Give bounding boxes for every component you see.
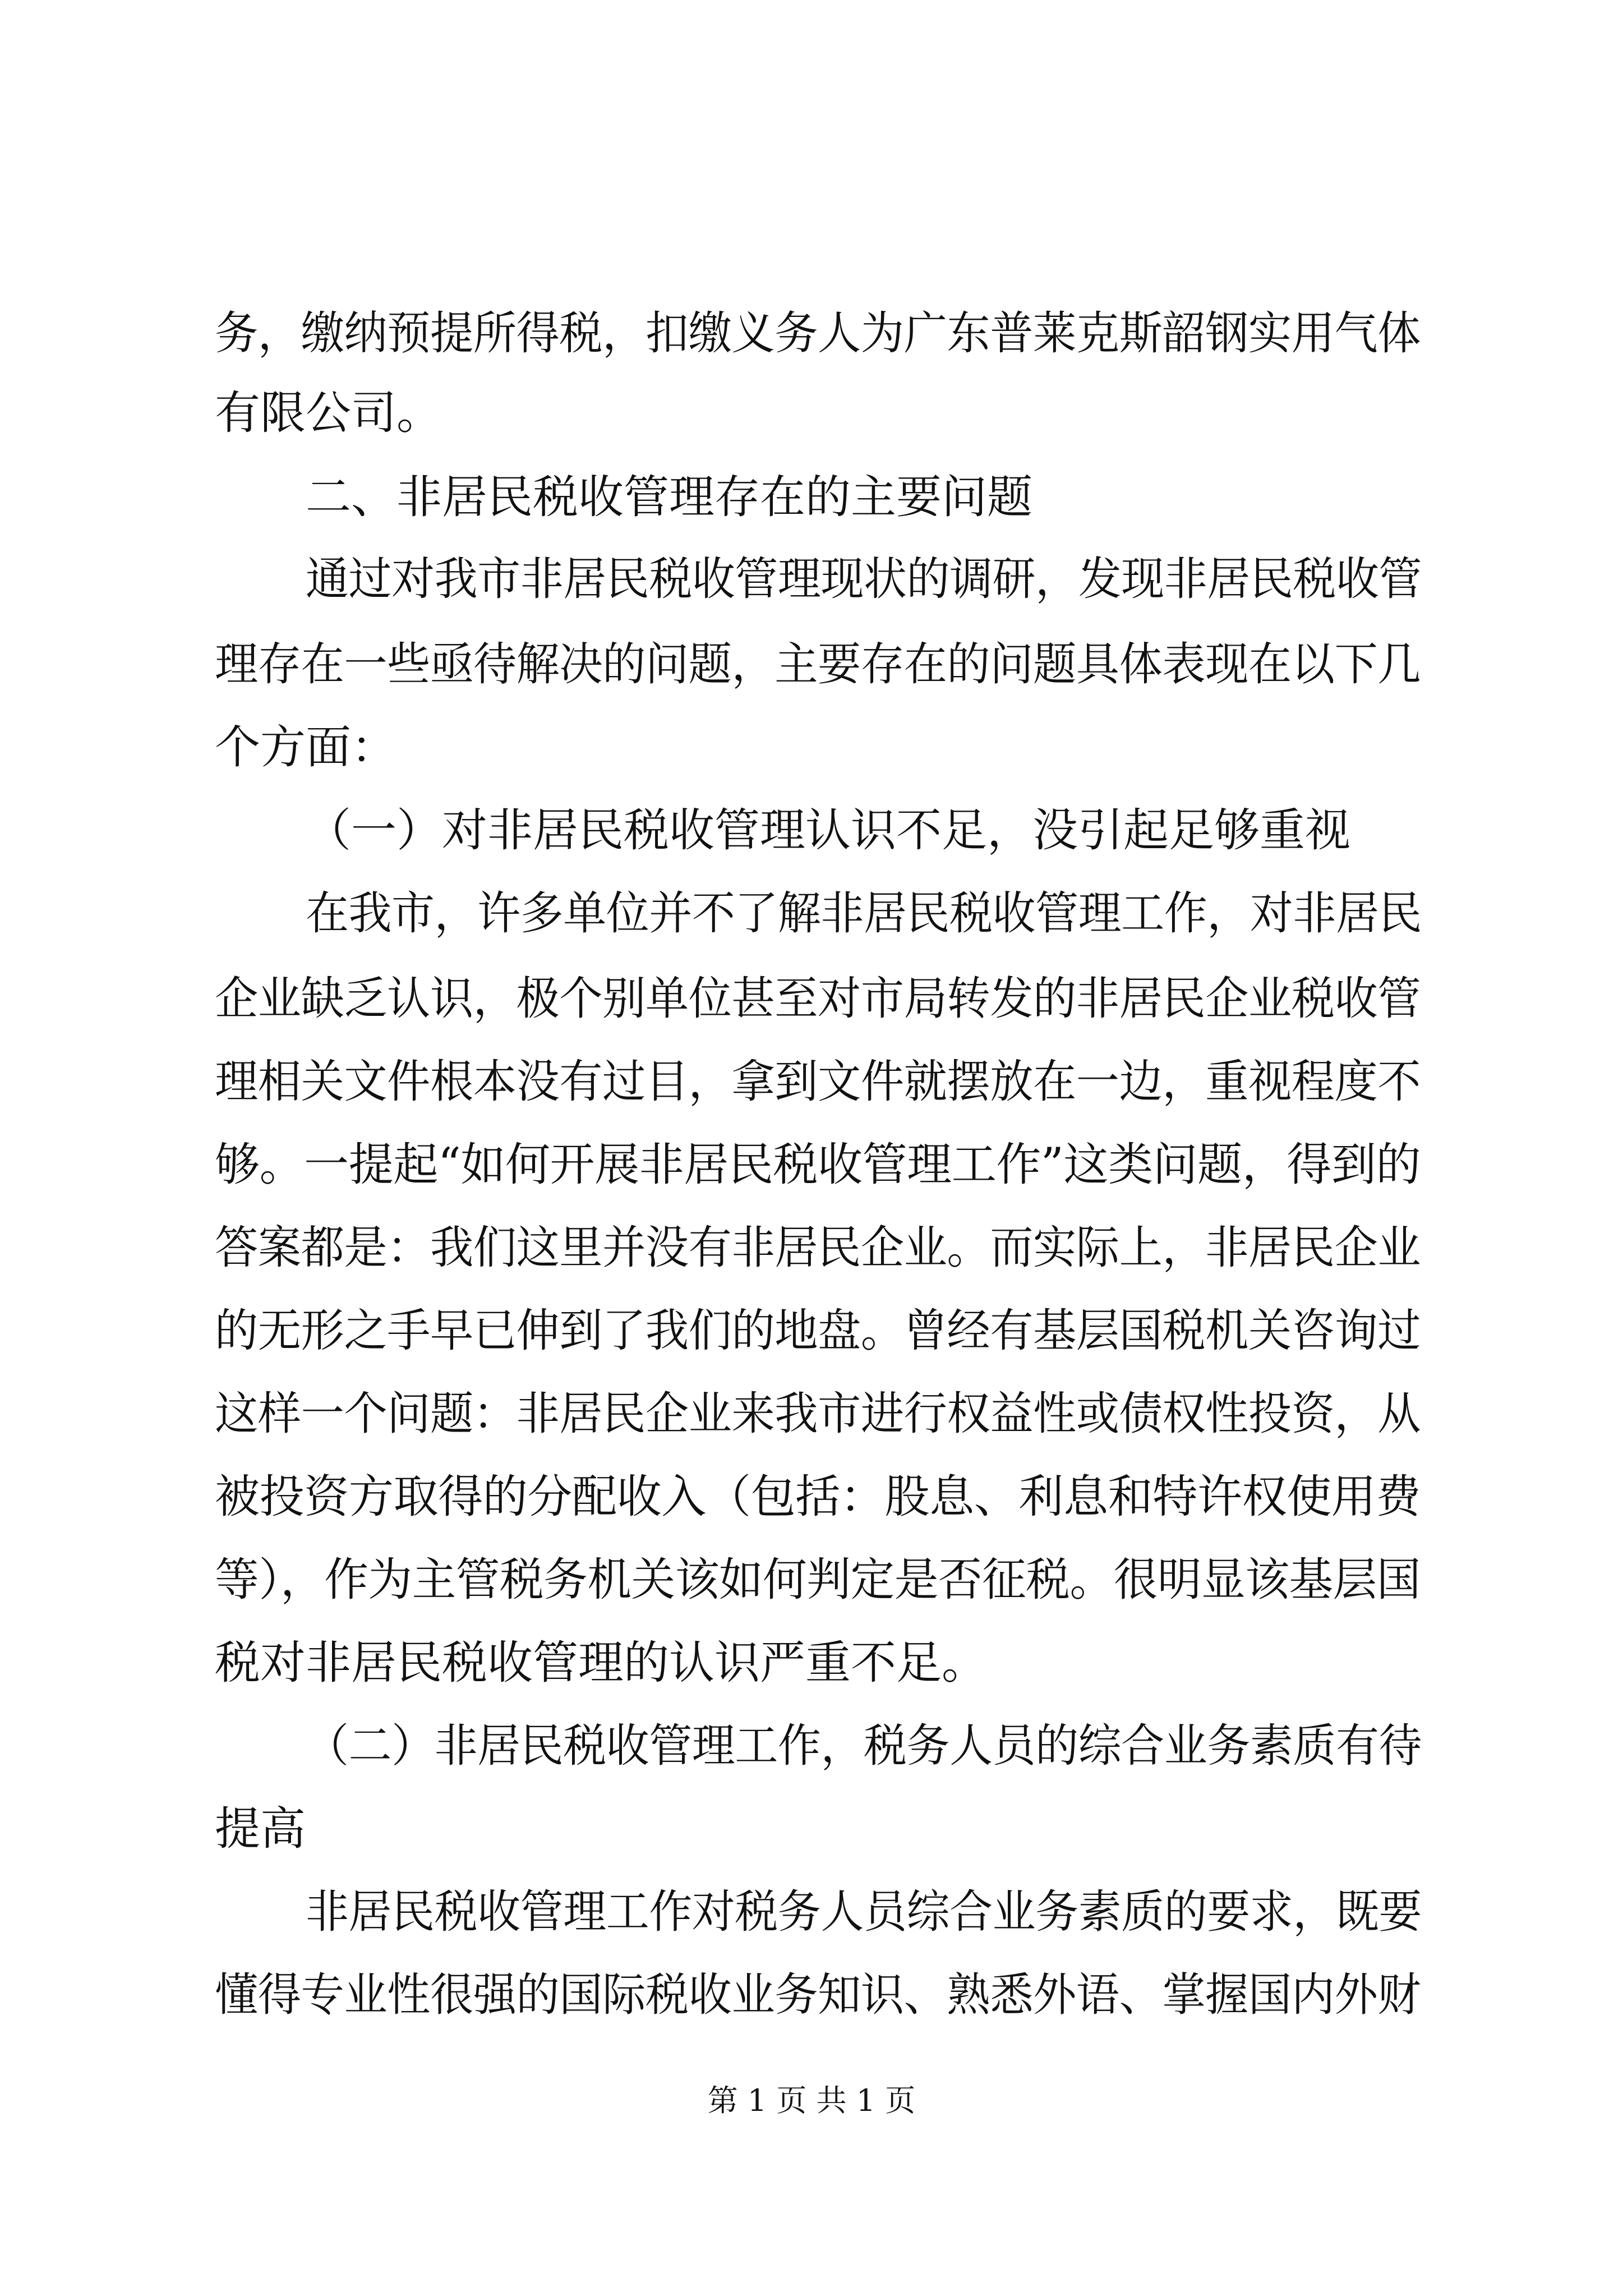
line-text: 有限公司。 xyxy=(215,387,442,440)
line-text: 这样一个问题：非居民企业来我市进行权益性或债权性投资，从 xyxy=(215,1388,1421,1441)
line-text: 够。一提起“如何开展非居民税收管理工作”这类问题，得到的 xyxy=(215,1139,1421,1191)
text-line xyxy=(215,1046,1421,1119)
text-line xyxy=(215,1129,1421,1202)
text-line xyxy=(215,711,1421,784)
line-text: 非居民税收管理工作对税务人员综合业务素质的要求，既要 xyxy=(306,1886,1422,1939)
text-line xyxy=(215,297,1421,370)
line-text: 被投资方取得的分配收入（包括：股息、利息和特许权使用费 xyxy=(215,1471,1421,1524)
text-line xyxy=(215,1378,1421,1451)
page-footer xyxy=(0,2078,1623,2123)
text-line xyxy=(306,543,1422,616)
text-line xyxy=(215,1295,1421,1368)
line-text: 理相关文件根本没有过目，拿到文件就摆放在一边，重视程度不 xyxy=(215,1056,1421,1108)
text-line xyxy=(215,1461,1421,1534)
line-text: 答案都是：我们这里并没有非居民企业。而实际上，非居民企业 xyxy=(215,1222,1421,1274)
line-text: 务，缴纳预提所得税，扣缴义务人为广东普莱克斯韶钢实用气体 xyxy=(215,307,1421,360)
line-text: 通过对我市非居民税收管理现状的调研，发现非居民税收管 xyxy=(306,553,1422,606)
line-text: 个方面： xyxy=(215,721,397,774)
section-heading xyxy=(306,461,1422,534)
line-text: 企业缺乏认识，极个别单位甚至对市局转发的非居民企业税收管 xyxy=(215,973,1421,1025)
subheading-text: 提高 xyxy=(215,1803,306,1856)
line-text: 懂得专业性很强的国际税收业务知识、熟悉外语、掌握国内外财 xyxy=(215,1969,1421,2022)
line-text: 税对非居民税收管理的认识严重不足。 xyxy=(215,1637,988,1690)
subheading-text: （二）非居民税收管理工作，税务人员的综合业务素质有待 xyxy=(306,1720,1422,1773)
text-line xyxy=(215,1959,1421,2032)
subheading xyxy=(306,794,1422,867)
page-number: 第 1 页 共 1 页 xyxy=(707,2083,916,2118)
text-line xyxy=(215,963,1421,1036)
section-heading-text: 二、非居民税收管理存在的主要问题 xyxy=(306,471,1033,524)
subheading xyxy=(215,1793,1421,1866)
line-text: 等），作为主管税务机关该如何判定是否征税。很明显该基层国 xyxy=(215,1554,1421,1607)
text-line xyxy=(306,877,1422,950)
text-line xyxy=(215,628,1421,701)
line-text: 理存在一些亟待解决的问题，主要存在的问题具体表现在以下几 xyxy=(215,638,1421,691)
subheading-text: （一）对非居民税收管理认识不足，没引起足够重视 xyxy=(306,804,1351,857)
text-line xyxy=(215,377,1421,450)
text-line xyxy=(306,1876,1422,1949)
subheading xyxy=(306,1710,1422,1783)
text-line xyxy=(215,1212,1421,1285)
text-line xyxy=(215,1627,1421,1700)
text-line xyxy=(215,1544,1421,1617)
line-text: 的无形之手早已伸到了我们的地盘。曾经有基层国税机关咨询过 xyxy=(215,1305,1421,1358)
line-text: 在我市，许多单位并不了解非居民税收管理工作，对非居民 xyxy=(306,887,1422,940)
